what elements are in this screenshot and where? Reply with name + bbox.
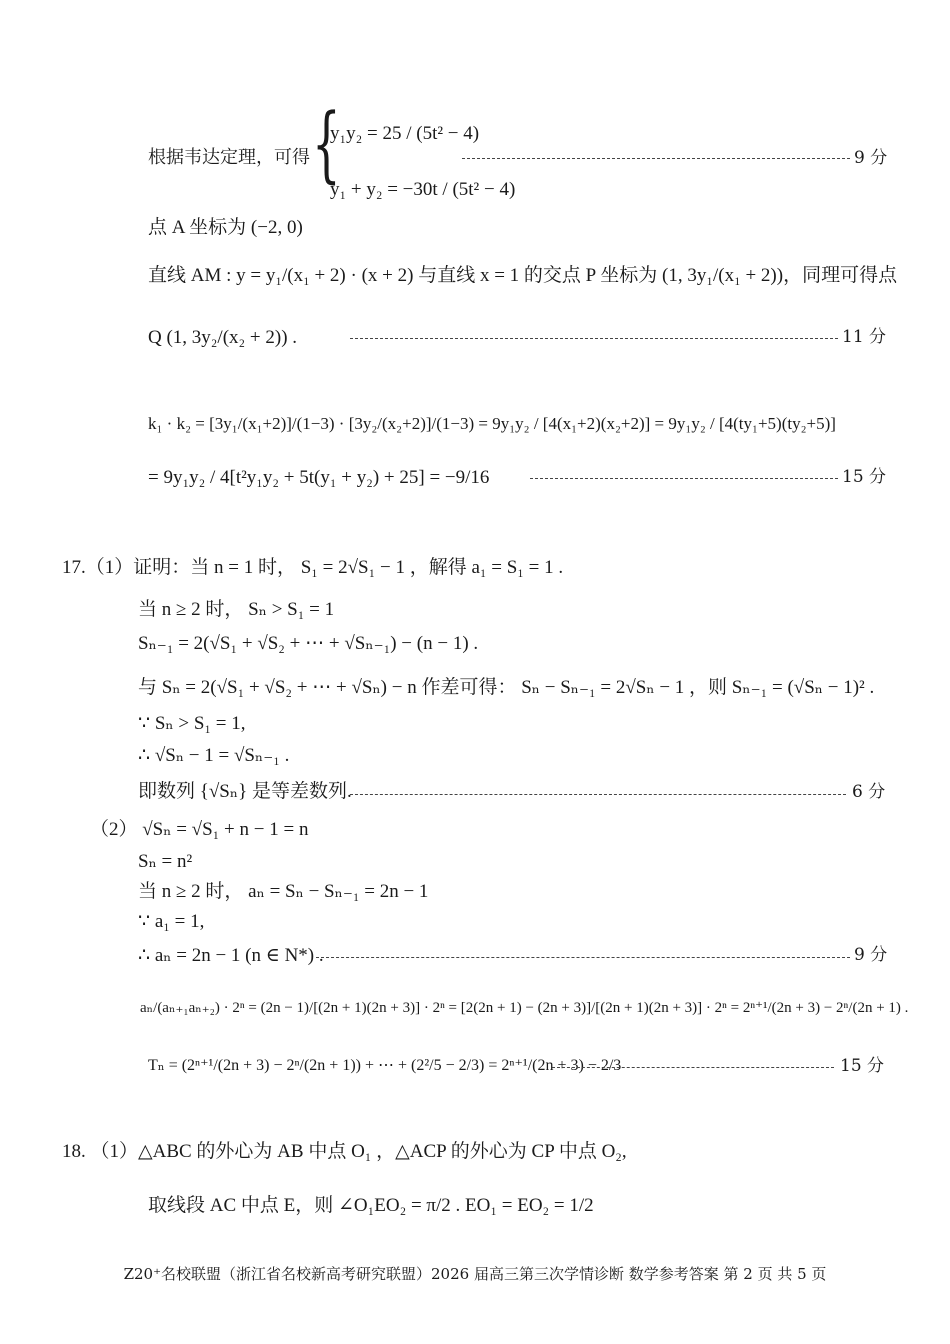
line-am-statement: 直线 AM : y = y₁/(x₁ + 2) · (x + 2) 与直线 x = 1 的交点 P 坐标为 (1, 3y₁/(x₁ + 2))，同理可得点 <box>148 265 898 286</box>
q18-line: 取线段 AC 中点 E，则 ∠O₁EO₂ = π/2 . EO₁ = EO₂ = 1/2 <box>148 1195 594 1216</box>
score-leader <box>350 338 838 339</box>
score-label: 9 分 <box>854 148 888 168</box>
vieta-label: 根据韦达定理，可得 <box>148 147 310 168</box>
k-product-equation: k₁ · k₂ = [3y₁/(x₁+2)]/(1−3) · [3y₂/(x₂+2)]/(1−3) = 9y₁y₂ / [4(x₁+2)(x₂+2)] = 9y₁y₂ / [4(ty₁+5)(ty₂+5)] <box>148 414 836 433</box>
system-brace: { <box>312 97 341 192</box>
q17-line: Sₙ₋₁ = 2(√S₁ + √S₂ + ⋯ + √Sₙ₋₁) − (n − 1) . <box>138 633 479 654</box>
q17-line: 即数列 {√Sₙ} 是等差数列. <box>138 781 352 802</box>
k-result-equation: = 9y₁y₂ / 4[t²y₁y₂ + 5t(y₁ + y₂) + 25] = −9/16 <box>148 467 490 488</box>
score-label: 11 分 <box>842 327 887 347</box>
score-label: 9 分 <box>854 945 888 965</box>
q17-line: 当 n ≥ 2 时， Sₙ > S₁ = 1 <box>138 599 335 620</box>
q17-line: 与 Sₙ = 2(√S₁ + √S₂ + ⋯ + √Sₙ) − n 作差可得： Sₙ − Sₙ₋₁ = 2√Sₙ − 1 ，则 Sₙ₋₁ = (√Sₙ − 1)² . <box>138 677 875 698</box>
q17-part2-heading: （2） √Sₙ = √S₁ + n − 1 = n <box>90 819 309 840</box>
score-leader <box>316 957 850 958</box>
q17-line: aₙ/(aₙ₊₁aₙ₊₂) · 2ⁿ = (2n − 1)/[(2n + 1)(2n + 3)] · 2ⁿ = [2(2n + 1) − (2n + 3)]/[(2n + 1)(2n + 3)] · 2ⁿ = 2ⁿ⁺¹/(2n + 3) − 2ⁿ/(2n + 1) . <box>140 1000 909 1016</box>
score-label: 6 分 <box>852 782 886 802</box>
q17-line: ∵ Sₙ > S₁ = 1, <box>138 713 246 734</box>
q17-heading: 17.（1）证明：当 n = 1 时， S₁ = 2√S₁ − 1 ，解得 a₁ = S₁ = 1 . <box>62 557 564 578</box>
score-leader <box>462 158 850 159</box>
point-q-line: Q (1, 3y₂/(x₂ + 2)) . <box>148 327 298 348</box>
q17-line: Tₙ = (2ⁿ⁺¹/(2n + 3) − 2ⁿ/(2n + 1)) + ⋯ + (2²/5 − 2/3) = 2ⁿ⁺¹/(2n + 3) − 2/3 <box>148 1057 622 1074</box>
vieta-eq-product: y₁y₂ = 25 / (5t² − 4) <box>330 123 480 144</box>
score-leader <box>350 794 846 795</box>
q17-line: ∴ aₙ = 2n − 1 (n ∈ N*) . <box>138 945 324 966</box>
score-label: 15 分 <box>840 1056 885 1076</box>
q17-line: 当 n ≥ 2 时， aₙ = Sₙ − Sₙ₋₁ = 2n − 1 <box>138 881 429 902</box>
page-footer: Z20⁺名校联盟（浙江省名校新高考研究联盟）2026 届高三第三次学情诊断 数学参考答案 第 2 页 共 5 页 <box>123 1265 827 1283</box>
vieta-eq-sum: y₁ + y₂ = −30t / (5t² − 4) <box>330 179 516 200</box>
score-leader <box>530 478 838 479</box>
q17-line: ∴ √Sₙ − 1 = √Sₙ₋₁ . <box>138 745 290 766</box>
q18-heading: 18. （1）△ABC 的外心为 AB 中点 O₁ ，△ACP 的外心为 CP 中点 O₂, <box>62 1141 627 1162</box>
point-a-line: 点 A 坐标为 (−2, 0) <box>148 217 303 238</box>
q17-line: ∵ a₁ = 1, <box>138 911 205 932</box>
score-label: 15 分 <box>842 467 887 487</box>
q17-line: Sₙ = n² <box>138 851 193 872</box>
score-leader <box>552 1067 834 1068</box>
